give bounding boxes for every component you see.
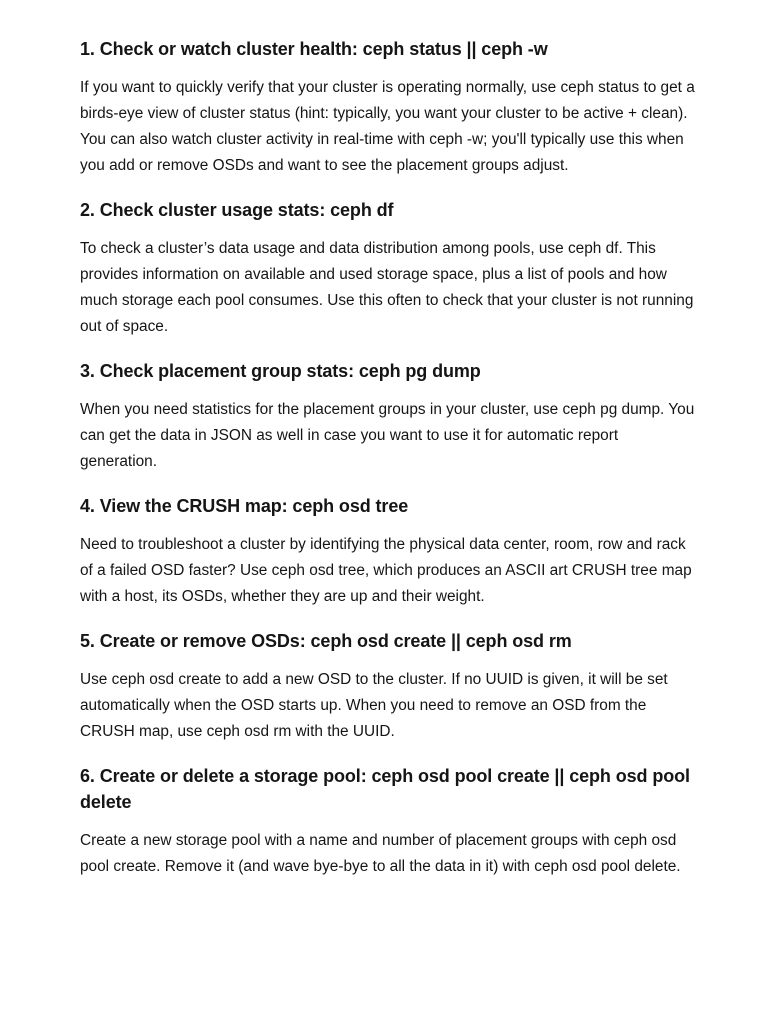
section-cluster-usage (80, 197, 696, 340)
section-crush-map (80, 493, 696, 610)
section-create-remove-osds (80, 628, 696, 745)
section-heading: 4. View the CRUSH map: ceph osd tree (80, 496, 409, 516)
section-body: If you want to quickly verify that your cluster is operating normally, use ceph status to get a birds-eye view of cluster status (hint: typically, you want your cluster to be active + clean). You can also watch cluster activity in real-time with ceph -w; you'll typically use this when you add or remove OSDs and want to see the placement groups adjust. (80, 79, 695, 174)
section-heading: 1. Check or watch cluster health: ceph status || ceph -w (80, 39, 548, 59)
section-body: Need to troubleshoot a cluster by identifying the physical data center, room, row and rack of a failed OSD faster? Use ceph osd tree, which produces an ASCII art CRUSH tree map with a host, its OSDs, whether they are up and their weight. (80, 536, 692, 605)
section-heading: 3. Check placement group stats: ceph pg dump (80, 361, 481, 381)
section-body: To check a cluster’s data usage and data distribution among pools, use ceph df. This provides information on available and used storage space, plus a list of pools and how much storage each pool consumes. Use this often to check that your cluster is not running out of space. (80, 240, 694, 335)
section-cluster-health (80, 36, 696, 179)
section-body: When you need statistics for the placement groups in your cluster, use ceph pg dump. You can get the data in JSON as well in case you want to use it for automatic report generation. (80, 401, 695, 470)
section-placement-group-stats (80, 358, 696, 475)
section-body: Create a new storage pool with a name and number of placement groups with ceph osd pool create. Remove it (and wave bye-bye to all the data in it) with ceph osd pool delete. (80, 832, 681, 875)
section-body: Use ceph osd create to add a new OSD to the cluster. If no UUID is given, it will be set automatically when the OSD starts up. When you need to remove an OSD from the CRUSH map, use ceph osd rm with the UUID. (80, 671, 668, 740)
section-heading: 2. Check cluster usage stats: ceph df (80, 200, 394, 220)
section-heading: 5. Create or remove OSDs: ceph osd create || ceph osd rm (80, 631, 572, 651)
section-storage-pool (80, 763, 696, 880)
section-heading: 6. Create or delete a storage pool: ceph osd pool create || ceph osd pool delete (80, 766, 690, 812)
